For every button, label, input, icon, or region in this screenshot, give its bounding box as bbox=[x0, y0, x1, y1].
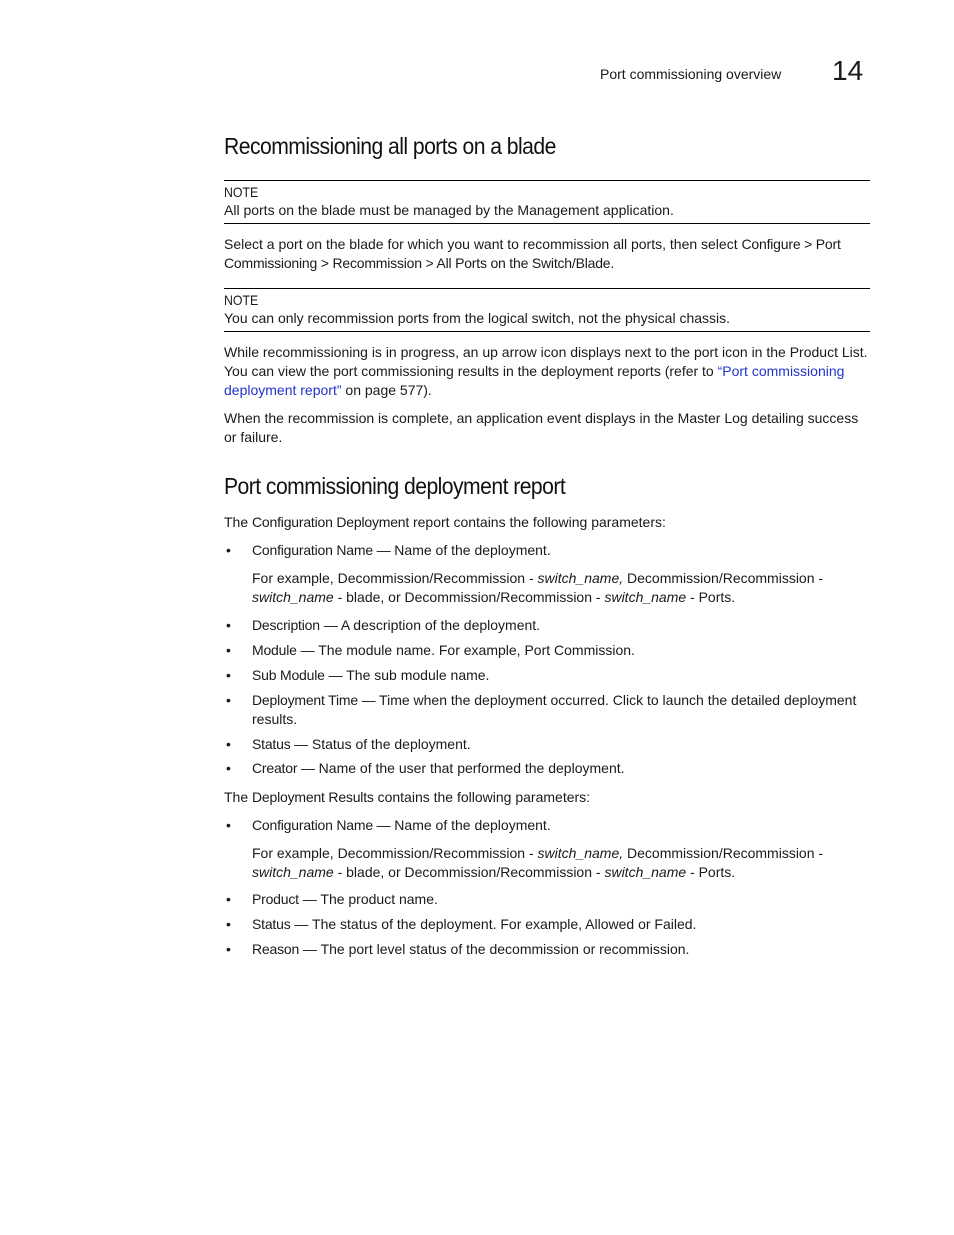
bullet-icon: • bbox=[226, 692, 231, 708]
text: switch_name bbox=[604, 864, 687, 880]
menu-path: Configure > Port Commissioning > Recommission > All Ports on the Switch/Blade bbox=[224, 236, 841, 271]
bullet-icon: • bbox=[226, 760, 231, 776]
text: Select a port on the blade for which you want to recommission all ports, then select bbox=[224, 236, 742, 252]
chapter-number: 14 bbox=[832, 55, 864, 86]
text: switch_name bbox=[252, 589, 334, 605]
ui-term: Module bbox=[252, 642, 297, 658]
note-label: NOTE bbox=[224, 292, 259, 308]
paragraph-complete: When the recommission is complete, an application event displays in the Master Log detailing success or failure. bbox=[224, 410, 859, 445]
bullet-icon: • bbox=[226, 542, 231, 558]
text: report contains the following parameters: bbox=[409, 514, 666, 530]
text: For example, Decommission/Recommission - bbox=[252, 845, 538, 861]
text: — A description of the deployment. bbox=[319, 617, 541, 633]
bullet-icon: • bbox=[226, 916, 231, 932]
example-paragraph bbox=[252, 569, 862, 607]
ui-term: Configuration Deployment bbox=[252, 514, 410, 530]
note-text: You can only recommission ports from the logical switch, not the physical chassis. bbox=[224, 310, 731, 326]
text: The bbox=[224, 789, 253, 805]
note-box-2 bbox=[224, 288, 870, 332]
text: Status of the deployment. bbox=[307, 736, 471, 752]
text: — The sub module name. bbox=[324, 667, 490, 683]
bullet-icon: • bbox=[226, 817, 231, 833]
text: contains the following parameters: bbox=[373, 789, 591, 805]
bullet-icon: • bbox=[226, 617, 231, 633]
text: Decommission/Recommission - bbox=[623, 570, 824, 586]
bullet-icon: • bbox=[226, 736, 231, 752]
bullet-icon: • bbox=[226, 891, 231, 907]
text: switch_name, bbox=[537, 570, 624, 586]
text: For example, Decommission/Recommission - bbox=[252, 570, 538, 586]
paragraph-config-deployment-intro bbox=[224, 513, 870, 532]
ui-term: Configuration Name — bbox=[252, 542, 391, 558]
bullet-icon: • bbox=[226, 941, 231, 957]
section-heading-deployment-report: Port commissioning deployment report bbox=[224, 473, 566, 499]
text: . bbox=[610, 255, 615, 271]
text: on page 577). bbox=[341, 382, 432, 398]
text: — The status of the deployment. For example, Allowed or Failed. bbox=[290, 916, 697, 932]
text: While recommissioning is in progress, an up arrow icon displays next to the port icon in the Product List. You can view the port commissioning results in the deployment reports (refer to bbox=[224, 344, 868, 379]
text: switch_name bbox=[604, 589, 687, 605]
text: Name of the deployment. bbox=[390, 817, 551, 833]
ui-term: Status — bbox=[252, 736, 308, 752]
text: - Ports. bbox=[686, 589, 736, 605]
paragraph-in-progress bbox=[224, 343, 870, 400]
text: switch_name bbox=[252, 864, 334, 880]
text: Name of the user that performed the deployment. bbox=[314, 760, 625, 776]
example-paragraph bbox=[252, 844, 862, 882]
text: - Ports. bbox=[686, 864, 736, 880]
bullet-icon: • bbox=[226, 667, 231, 683]
text: The bbox=[224, 514, 253, 530]
cross-reference-link[interactable]: “Port commissioning deployment report” bbox=[224, 363, 845, 398]
ui-term: Deployment Time — bbox=[252, 692, 376, 708]
ui-term: Reason bbox=[252, 941, 300, 957]
paragraph-select-port bbox=[224, 235, 870, 273]
paragraph-deployment-results-intro bbox=[224, 788, 870, 807]
text: — The module name. For example, Port Commission. bbox=[296, 642, 635, 658]
section-heading-recommissioning: Recommissioning all ports on a blade bbox=[224, 133, 556, 159]
ui-term: Description bbox=[252, 617, 320, 633]
ui-term: Creator — bbox=[252, 760, 315, 776]
text: Time when the deployment occurred. Click to launch the detailed deployment results. bbox=[252, 692, 857, 727]
text: — The port level status of the decommission or recommission. bbox=[299, 941, 690, 957]
ui-term: Configuration Name — bbox=[252, 817, 391, 833]
note-label: NOTE bbox=[224, 184, 259, 200]
note-box-1 bbox=[224, 180, 870, 224]
bullet-icon: • bbox=[226, 642, 231, 658]
text: - blade, or Decommission/Recommission - bbox=[333, 589, 605, 605]
text: Decommission/Recommission - bbox=[623, 845, 824, 861]
text: Name of the deployment. bbox=[390, 542, 551, 558]
text: switch_name, bbox=[537, 845, 624, 861]
ui-term: Deployment Results bbox=[252, 789, 374, 805]
ui-term: Status bbox=[252, 916, 291, 932]
ui-term: Sub Module bbox=[252, 667, 325, 683]
note-text: All ports on the blade must be managed by the Management application. bbox=[224, 202, 674, 218]
running-header-title: Port commissioning overview bbox=[600, 66, 782, 82]
ui-term: Product bbox=[252, 891, 299, 907]
text: — The product name. bbox=[298, 891, 438, 907]
text: - blade, or Decommission/Recommission - bbox=[333, 864, 605, 880]
